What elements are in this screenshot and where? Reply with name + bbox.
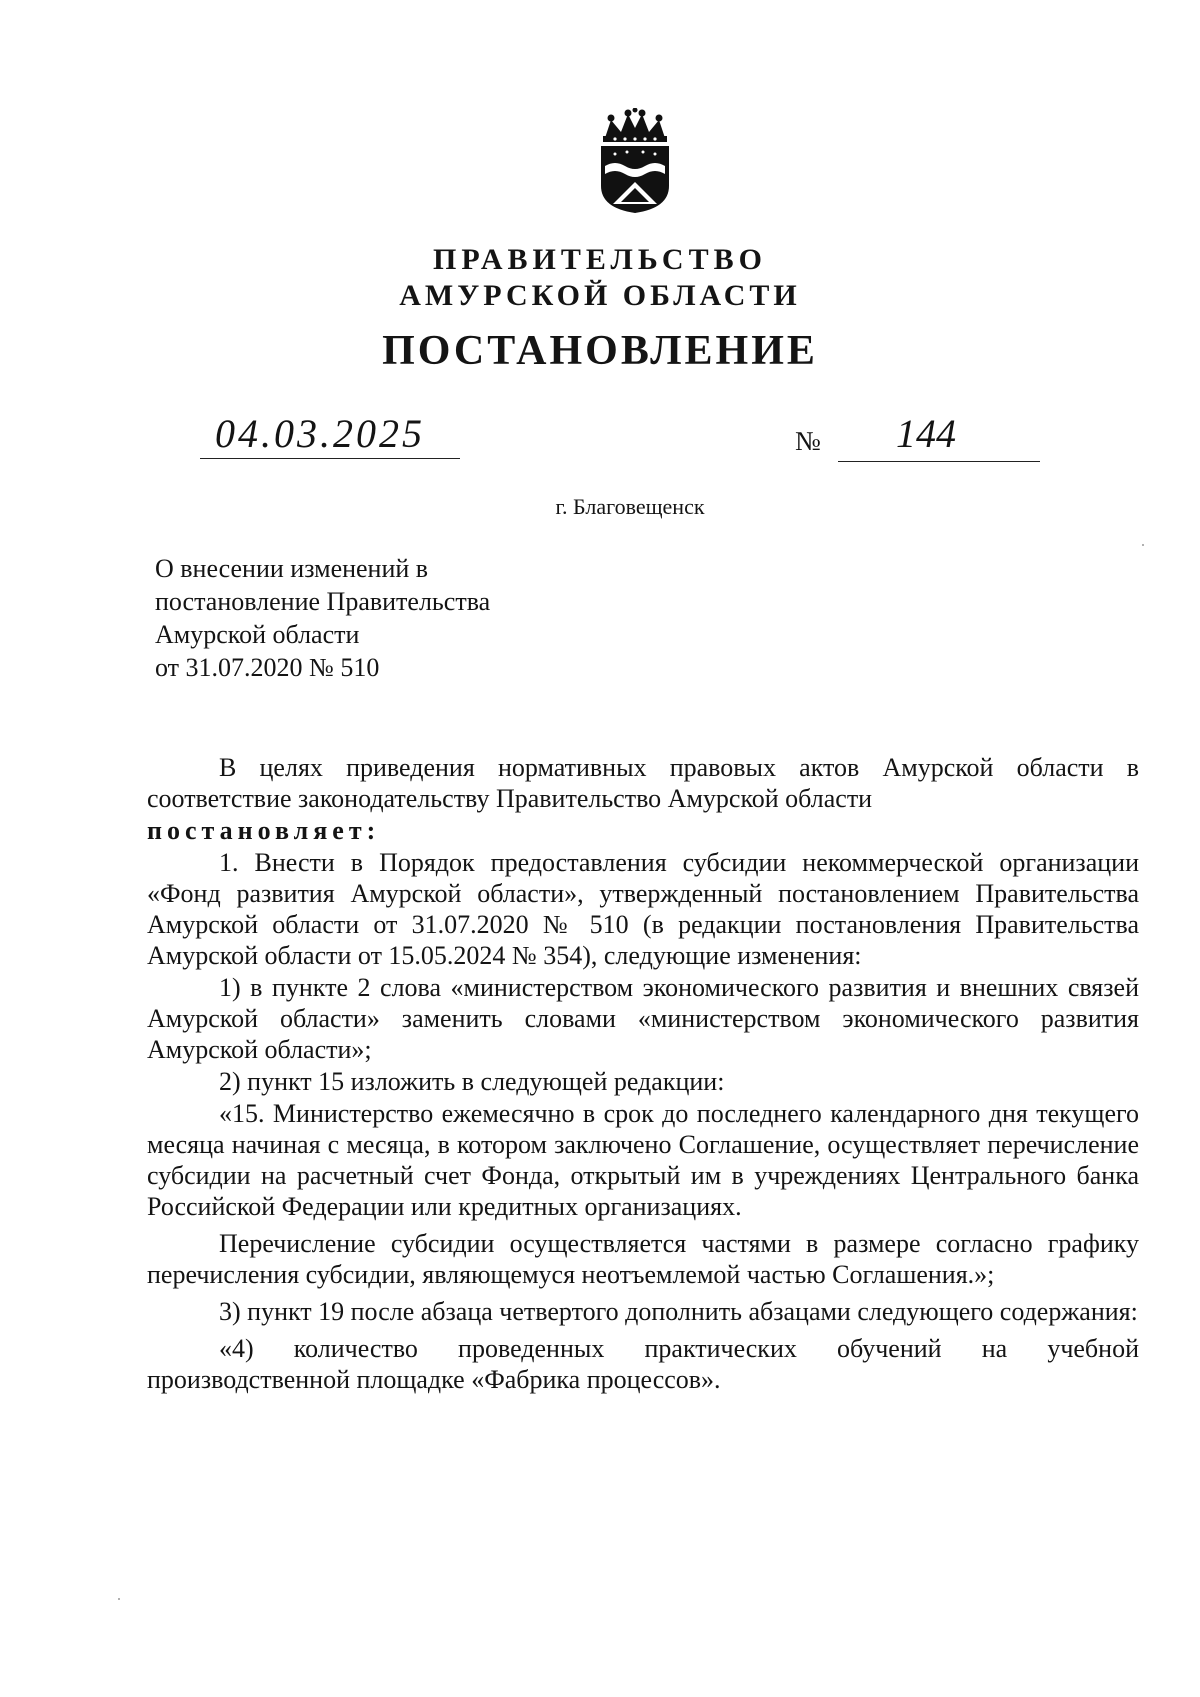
handwritten-date: 04.03.2025	[215, 411, 425, 456]
subclause-1-paragraph: 1) в пункте 2 слова «министерством экономического развития и внешних связей Амурской области» заменить словами «министерством экономического развития Амурской области»;	[147, 973, 1139, 1064]
date-underline	[200, 458, 460, 459]
subject-line: Амурской области	[155, 620, 360, 649]
amur-oblast-coat-of-arms-icon	[591, 108, 679, 214]
point-15-text-paragraph: «15. Министерство ежемесячно в срок до последнего календарного дня текущего месяца начиная с месяца, в котором заключено Соглашение, осуществляет перечисление субсидии на расчетный счет Фонда, открытый им в учреждениях Центрального банка Российской Федерации или кредитных организациях.	[147, 1099, 1139, 1221]
clause-1-paragraph: 1. Внести в Порядок предоставления субсидии некоммерческой организации «Фонд развития Амурской области», утвержденный постановлением Правительства Амурской области от 31.07.2020 № 510 (в редакции постановления Правительства Амурской области от 15.05.2024 № 354), следующие изменения:	[147, 848, 1139, 970]
point-19-addition-paragraph: «4) количество проведенных практических обучений на учебной производственной площадке «Фабрика процессов».	[147, 1334, 1139, 1394]
document-body	[147, 752, 1139, 1395]
scan-speck	[118, 1598, 120, 1600]
document-type-title: ПОСТАНОВЛЕНИЕ	[382, 328, 818, 374]
document-subject	[155, 552, 490, 684]
number-underline	[838, 461, 1040, 462]
subclause-3-paragraph: 3) пункт 19 после абзаца четвертого дополнить абзацами следующего содержания:	[219, 1297, 1138, 1326]
subject-line: постановление Правительства	[155, 587, 491, 616]
city-name: г. Благовещенск	[555, 494, 705, 519]
government-name-line2: АМУРСКОЙ ОБЛАСТИ	[399, 279, 801, 312]
handwritten-number: 144	[896, 411, 956, 456]
scan-speck	[1142, 544, 1144, 546]
point-15-second-paragraph: Перечисление субсидии осуществляется частями в размере согласно графику перечисления субсидии, являющемуся неотъемлемой частью Соглашения.»;	[147, 1229, 1139, 1289]
subject-line: от 31.07.2020 № 510	[155, 653, 380, 682]
preamble-paragraph: В целях приведения нормативных правовых актов Амурской области в соответствие законодательству Правительство Амурской области	[147, 753, 1139, 813]
subject-line: О внесении изменений в	[155, 554, 429, 583]
number-sign: №	[795, 426, 821, 456]
subclause-2-paragraph: 2) пункт 15 изложить в следующей редакции:	[219, 1067, 725, 1096]
resolves-keyword: постановляет:	[147, 816, 381, 845]
government-name-line1: ПРАВИТЕЛЬСТВО	[433, 243, 767, 276]
